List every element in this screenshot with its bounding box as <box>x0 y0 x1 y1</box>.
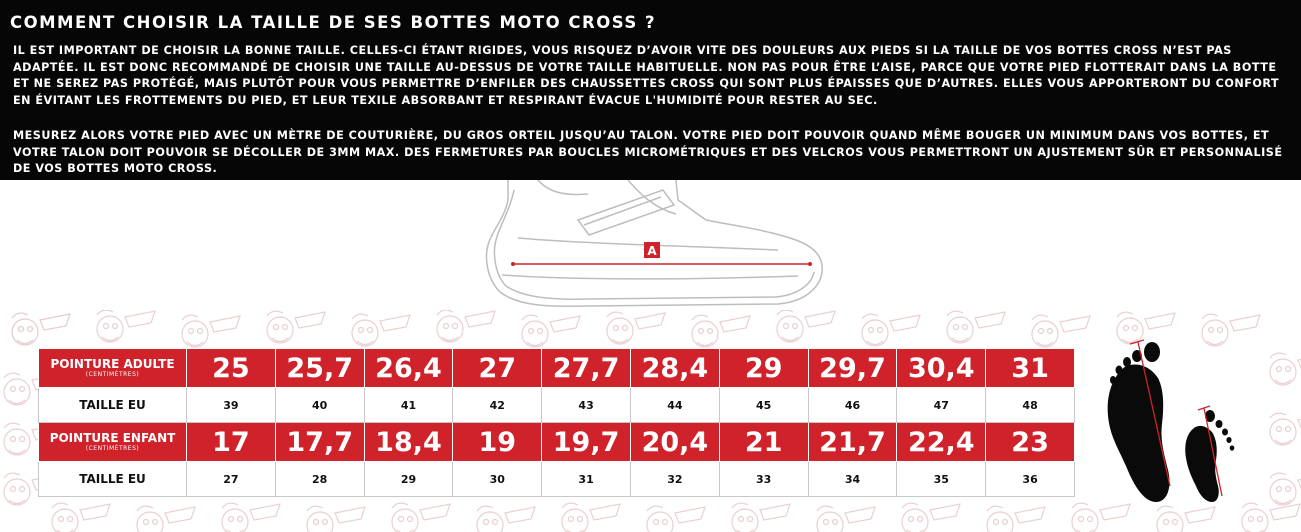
size-cell: 22,4 <box>897 423 986 462</box>
size-cell: 28,4 <box>630 349 719 388</box>
size-cell: 47 <box>897 388 986 423</box>
size-cell: 27 <box>187 462 276 497</box>
size-cell: 25 <box>187 349 276 388</box>
size-cell: 25,7 <box>275 349 364 388</box>
measure-paragraph: MESUREZ ALORS VOTRE PIED AVEC UN MÈTRE DE COUTURIÈRE, DU GROS ORTEIL JUSQU’AU TALON. VOTRE PIED DOIT POUVOIR QUAND MÊME BOUGER UN MINIMUM DANS VOS BOTTES, ET VOTRE TALON DOIT POUVOIR SE DÉCOLLER DE 3MM MAX. DES FERMETURES PAR BOUCLES MICROMÉTRIQUES ET DES VELCROS VOUS PERMETTRONT UN AJUSTEMENT SÛR ET PERSONNALISÉ DE VOS BOTTES MOTO CROSS. <box>13 129 1283 175</box>
size-cell: 30 <box>453 462 542 497</box>
size-cell: 36 <box>986 462 1075 497</box>
row-unit-label: (CENTIMÈTRES) <box>85 370 140 378</box>
size-cell: 29,7 <box>808 349 897 388</box>
size-cell: 30,4 <box>897 349 986 388</box>
size-cell: 43 <box>542 388 631 423</box>
table-row <box>39 349 1075 388</box>
size-cell: 32 <box>630 462 719 497</box>
page-title: COMMENT CHOISIR LA TAILLE DE SES BOTTES MOTO CROSS ? <box>10 13 657 32</box>
size-cell: 41 <box>364 388 453 423</box>
size-cell: 45 <box>719 388 808 423</box>
row-label <box>39 349 187 388</box>
size-cell: 19 <box>453 423 542 462</box>
boot-marker-label: A <box>647 244 657 258</box>
size-cell: 20,4 <box>630 423 719 462</box>
size-cell: 27 <box>453 349 542 388</box>
size-cell: 23 <box>986 423 1075 462</box>
size-cell: 18,4 <box>364 423 453 462</box>
size-cell: 48 <box>986 388 1075 423</box>
size-cell: 39 <box>187 388 276 423</box>
row-label <box>39 423 187 462</box>
size-cell: 34 <box>808 462 897 497</box>
size-cell: 33 <box>719 462 808 497</box>
boot-illustration <box>478 180 823 310</box>
size-cell: 29 <box>719 349 808 388</box>
size-cell: 21 <box>719 423 808 462</box>
foot-measure-icon <box>1098 336 1248 506</box>
intro-paragraph: IL EST IMPORTANT DE CHOISIR LA BONNE TAILLE. CELLES-CI ÉTANT RIGIDES, VOUS RISQUEZ D’AVOIR VITE DES DOULEURS AUX PIEDS SI LA TAILLE DE VOS BOTTES CROSS N’EST PAS ADAPTÉE. IL EST DONC RECOMMANDÉ DE CHOISIR UNE TAILLE AU-DESSUS DE VOTRE TAILLE HABITUELLE. NON PAS POUR ÊTRE L’AISE, PARCE QUE VOTRE PIED FLOTTERAIT DANS LA BOTTE ET NE SEREZ PAS PROTÉGÉ, MAIS PLUTÔT POUR VOUS PERMETTRE D’ENFILER DES CHAUSSETTES CROSS QUI SONT PLUS ÉPAISSES QUE D’AUTRES. ELLES VOUS APPORTERONT DU CONFORT EN ÉVITANT LES FROTTEMENTS DU PIED, ET LEUR TEXILE ABSORBANT ET RESPIRANT ÉVACUE L'HUMIDITÉ POUR RESTER AU SEC. <box>13 44 1280 107</box>
size-cell: 19,7 <box>542 423 631 462</box>
row-label <box>39 462 187 497</box>
size-cell: 29 <box>364 462 453 497</box>
table-row <box>39 388 1075 423</box>
row-label-text: TAILLE EU <box>79 471 146 486</box>
size-cell: 35 <box>897 462 986 497</box>
table-row <box>39 423 1075 462</box>
size-cell: 17 <box>187 423 276 462</box>
size-cell: 31 <box>986 349 1075 388</box>
size-cell: 44 <box>630 388 719 423</box>
size-cell: 27,7 <box>542 349 631 388</box>
table-row <box>39 462 1075 497</box>
size-cell: 46 <box>808 388 897 423</box>
size-cell: 26,4 <box>364 349 453 388</box>
size-cell: 40 <box>275 388 364 423</box>
row-label <box>39 388 187 423</box>
row-label-text: POINTURE ENFANT <box>49 430 176 445</box>
row-label-text: POINTURE ADULTE <box>50 356 175 371</box>
row-label-text: TAILLE EU <box>79 397 146 412</box>
size-table <box>38 348 1075 497</box>
header-banner <box>0 0 1301 180</box>
size-cell: 42 <box>453 388 542 423</box>
size-cell: 21,7 <box>808 423 897 462</box>
size-cell: 28 <box>275 462 364 497</box>
size-cell: 17,7 <box>275 423 364 462</box>
row-unit-label: (CENTIMÈTRES) <box>85 444 140 452</box>
size-cell: 31 <box>542 462 631 497</box>
